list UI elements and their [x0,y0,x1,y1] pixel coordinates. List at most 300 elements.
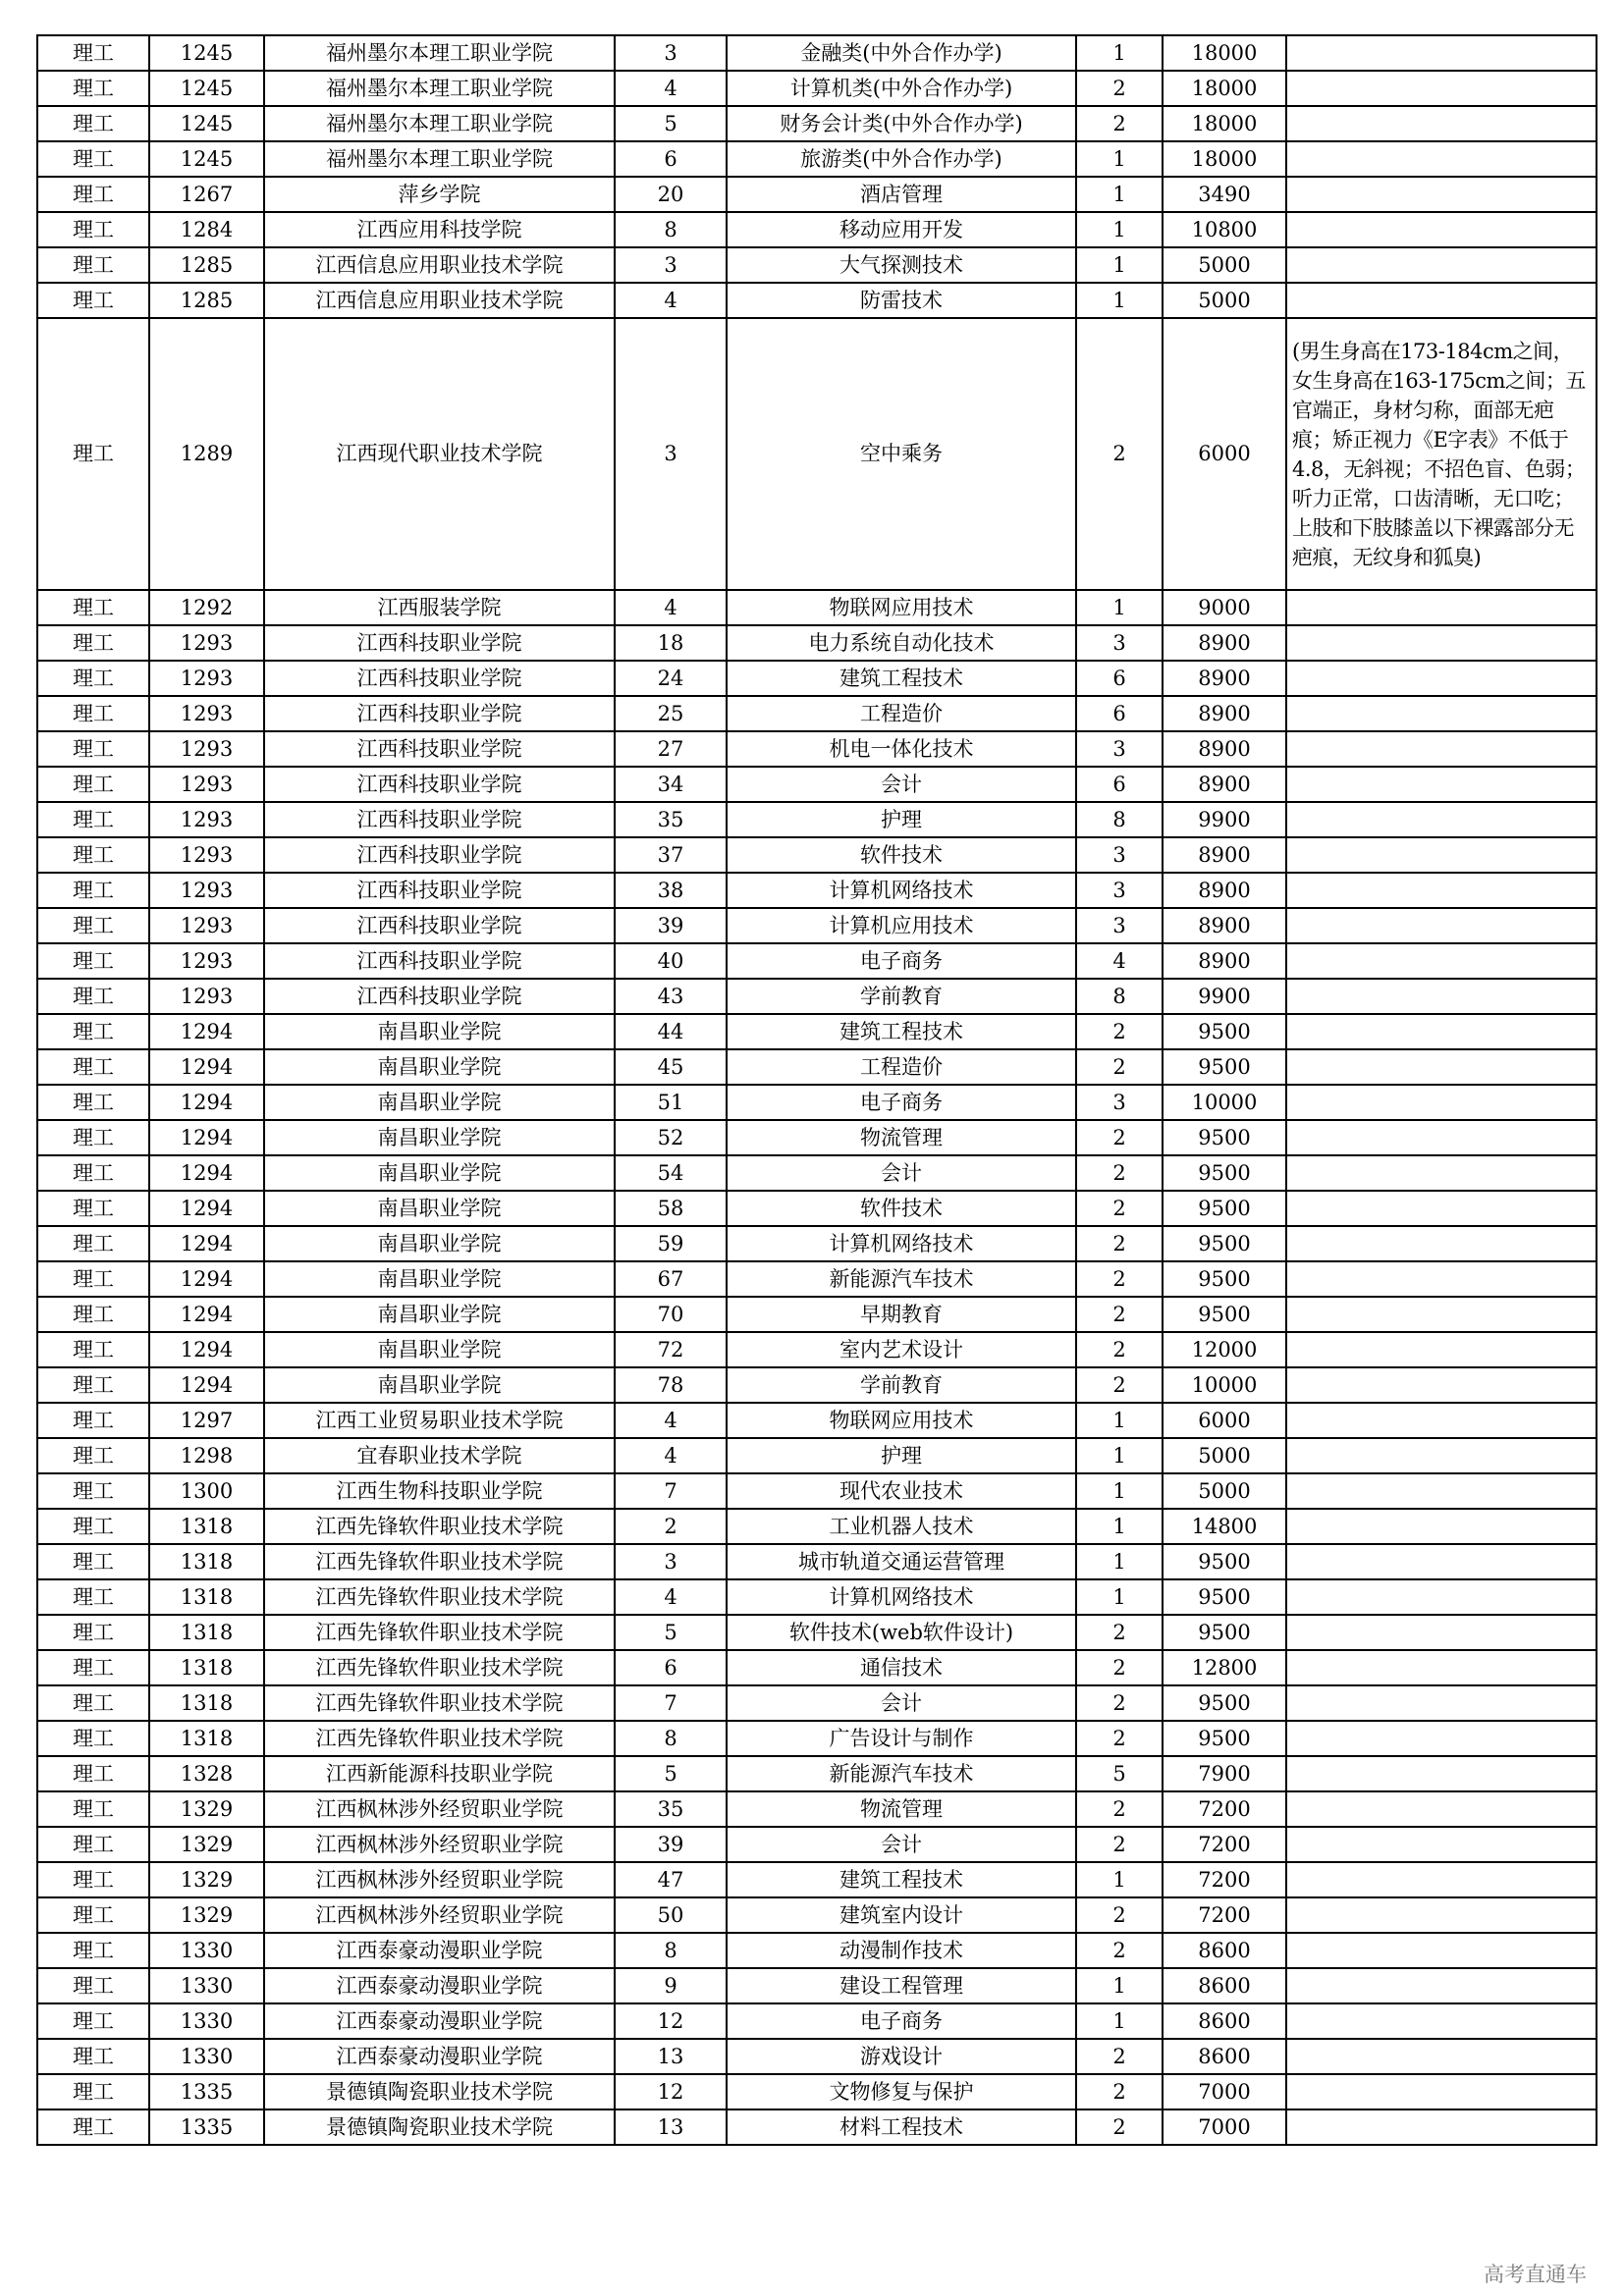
plan-count-cell: 1 [1076,212,1163,247]
tuition-cell: 7200 [1163,1827,1286,1862]
tuition-cell: 8900 [1163,696,1286,731]
school-name-cell: 江西科技职业学院 [264,767,615,802]
remark-cell [1286,696,1597,731]
school-name-cell: 江西信息应用职业技术学院 [264,247,615,283]
major-code-cell: 4 [615,71,727,106]
table-row [37,1261,1597,1297]
table-row [37,2109,1597,2145]
school-name-cell: 江西枫林涉外经贸职业学院 [264,1791,615,1827]
major-code-cell: 4 [615,1403,727,1438]
table-row [37,1367,1597,1403]
tuition-cell: 8900 [1163,908,1286,943]
major-code-cell: 59 [615,1226,727,1261]
plan-count-cell: 2 [1076,318,1163,590]
category-cell: 理工 [37,590,149,625]
major-name-cell: 旅游类(中外合作办学) [727,141,1076,177]
category-cell: 理工 [37,1367,149,1403]
school-name-cell: 江西科技职业学院 [264,661,615,696]
major-code-cell: 20 [615,177,727,212]
school-code-cell: 1293 [149,908,264,943]
school-code-cell: 1294 [149,1191,264,1226]
major-code-cell: 4 [615,590,727,625]
tuition-cell: 8600 [1163,2039,1286,2074]
major-name-cell: 城市轨道交通运营管理 [727,1544,1076,1579]
school-code-cell: 1267 [149,177,264,212]
school-name-cell: 江西枫林涉外经贸职业学院 [264,1897,615,1933]
plan-count-cell: 1 [1076,1862,1163,1897]
plan-count-cell: 3 [1076,908,1163,943]
major-name-cell: 财务会计类(中外合作办学) [727,106,1076,141]
category-cell: 理工 [37,731,149,767]
school-code-cell: 1329 [149,1791,264,1827]
major-name-cell: 物流管理 [727,1120,1076,1155]
remark-cell [1286,2074,1597,2109]
school-name-cell: 福州墨尔本理工职业学院 [264,35,615,71]
remark-cell [1286,1438,1597,1473]
category-cell: 理工 [37,1509,149,1544]
school-name-cell: 江西科技职业学院 [264,625,615,661]
major-name-cell: 物流管理 [727,1791,1076,1827]
plan-count-cell: 6 [1076,661,1163,696]
category-cell: 理工 [37,767,149,802]
plan-count-cell: 2 [1076,1297,1163,1332]
major-name-cell: 计算机类(中外合作办学) [727,71,1076,106]
school-name-cell: 景德镇陶瓷职业技术学院 [264,2074,615,2109]
tuition-cell: 8900 [1163,731,1286,767]
major-code-cell: 35 [615,1791,727,1827]
remark-cell [1286,1544,1597,1579]
remark-cell [1286,283,1597,318]
major-name-cell: 会计 [727,1827,1076,1862]
category-cell: 理工 [37,1615,149,1650]
category-cell: 理工 [37,1155,149,1191]
school-name-cell: 江西科技职业学院 [264,802,615,837]
major-name-cell: 机电一体化技术 [727,731,1076,767]
table-row [37,1155,1597,1191]
major-name-cell: 大气探测技术 [727,247,1076,283]
table-row [37,2074,1597,2109]
remark-cell [1286,1615,1597,1650]
tuition-cell: 14800 [1163,1509,1286,1544]
major-name-cell: 会计 [727,1155,1076,1191]
major-code-cell: 3 [615,318,727,590]
school-name-cell: 江西科技职业学院 [264,979,615,1014]
plan-count-cell: 3 [1076,731,1163,767]
tuition-cell: 12800 [1163,1650,1286,1685]
category-cell: 理工 [37,837,149,873]
school-name-cell: 宜春职业技术学院 [264,1438,615,1473]
school-name-cell: 江西先锋软件职业技术学院 [264,1615,615,1650]
remark-cell [1286,1827,1597,1862]
major-code-cell: 6 [615,1650,727,1685]
school-name-cell: 江西工业贸易职业技术学院 [264,1403,615,1438]
remark-cell [1286,590,1597,625]
major-code-cell: 8 [615,212,727,247]
major-name-cell: 工程造价 [727,1049,1076,1085]
school-code-cell: 1245 [149,35,264,71]
major-code-cell: 3 [615,35,727,71]
table-row [37,2003,1597,2039]
major-code-cell: 13 [615,2109,727,2145]
school-code-cell: 1318 [149,1509,264,1544]
remark-cell [1286,1332,1597,1367]
major-name-cell: 通信技术 [727,1650,1076,1685]
tuition-cell: 8600 [1163,2003,1286,2039]
remark-cell [1286,106,1597,141]
school-code-cell: 1330 [149,2003,264,2039]
major-name-cell: 计算机应用技术 [727,908,1076,943]
major-name-cell: 物联网应用技术 [727,1403,1076,1438]
category-cell: 理工 [37,1297,149,1332]
school-code-cell: 1318 [149,1650,264,1685]
plan-count-cell: 8 [1076,979,1163,1014]
table-row [37,71,1597,106]
table-row [37,1191,1597,1226]
plan-count-cell: 1 [1076,1968,1163,2003]
major-name-cell: 会计 [727,767,1076,802]
school-name-cell: 南昌职业学院 [264,1226,615,1261]
school-code-cell: 1289 [149,318,264,590]
school-name-cell: 江西泰豪动漫职业学院 [264,1933,615,1968]
remark-cell [1286,1120,1597,1155]
major-name-cell: 软件技术 [727,837,1076,873]
school-code-cell: 1245 [149,141,264,177]
table-row [37,1933,1597,1968]
school-code-cell: 1293 [149,625,264,661]
school-name-cell: 江西科技职业学院 [264,837,615,873]
major-name-cell: 软件技术 [727,1191,1076,1226]
school-code-cell: 1294 [149,1049,264,1085]
major-code-cell: 35 [615,802,727,837]
table-row [37,1297,1597,1332]
major-name-cell: 室内艺术设计 [727,1332,1076,1367]
table-row [37,212,1597,247]
table-row [37,1332,1597,1367]
table-row [37,908,1597,943]
school-code-cell: 1330 [149,2039,264,2074]
major-code-cell: 8 [615,1933,727,1968]
table-row [37,1085,1597,1120]
remark-cell [1286,1085,1597,1120]
watermark-text: 高考直通车 [1484,2263,1587,2286]
plan-count-cell: 6 [1076,767,1163,802]
school-name-cell: 南昌职业学院 [264,1155,615,1191]
table-row [37,1685,1597,1721]
major-name-cell: 护理 [727,802,1076,837]
tuition-cell: 7000 [1163,2109,1286,2145]
tuition-cell: 6000 [1163,1403,1286,1438]
major-name-cell: 工程造价 [727,696,1076,731]
tuition-cell: 5000 [1163,1438,1286,1473]
school-name-cell: 福州墨尔本理工职业学院 [264,106,615,141]
school-name-cell: 江西先锋软件职业技术学院 [264,1509,615,1544]
category-cell: 理工 [37,1968,149,2003]
category-cell: 理工 [37,1403,149,1438]
admission-plan-table [36,34,1597,2146]
school-name-cell: 江西服装学院 [264,590,615,625]
school-name-cell: 南昌职业学院 [264,1049,615,1085]
major-code-cell: 72 [615,1332,727,1367]
major-code-cell: 43 [615,979,727,1014]
plan-count-cell: 1 [1076,1579,1163,1615]
remark-cell [1286,873,1597,908]
plan-count-cell: 1 [1076,1544,1163,1579]
plan-count-cell: 2 [1076,1897,1163,1933]
school-name-cell: 福州墨尔本理工职业学院 [264,71,615,106]
table-row [37,1650,1597,1685]
major-name-cell: 建筑工程技术 [727,1014,1076,1049]
major-name-cell: 新能源汽车技术 [727,1261,1076,1297]
remark-cell [1286,979,1597,1014]
plan-count-cell: 1 [1076,283,1163,318]
tuition-cell: 7000 [1163,2074,1286,2109]
table-row [37,247,1597,283]
remark-cell [1286,1155,1597,1191]
major-code-cell: 12 [615,2003,727,2039]
tuition-cell: 7200 [1163,1791,1286,1827]
school-name-cell: 江西应用科技学院 [264,212,615,247]
tuition-cell: 9500 [1163,1155,1286,1191]
table-row [37,1544,1597,1579]
tuition-cell: 9500 [1163,1226,1286,1261]
school-name-cell: 南昌职业学院 [264,1191,615,1226]
school-name-cell: 江西新能源科技职业学院 [264,1756,615,1791]
category-cell: 理工 [37,1897,149,1933]
category-cell: 理工 [37,1473,149,1509]
plan-count-cell: 2 [1076,1155,1163,1191]
major-code-cell: 40 [615,943,727,979]
school-code-cell: 1293 [149,696,264,731]
school-name-cell: 南昌职业学院 [264,1332,615,1367]
tuition-cell: 9500 [1163,1615,1286,1650]
tuition-cell: 3490 [1163,177,1286,212]
major-code-cell: 67 [615,1261,727,1297]
tuition-cell: 10000 [1163,1367,1286,1403]
school-code-cell: 1293 [149,979,264,1014]
school-code-cell: 1294 [149,1155,264,1191]
plan-count-cell: 5 [1076,1756,1163,1791]
category-cell: 理工 [37,1191,149,1226]
major-code-cell: 78 [615,1367,727,1403]
table-row [37,35,1597,71]
school-name-cell: 江西生物科技职业学院 [264,1473,615,1509]
school-code-cell: 1293 [149,731,264,767]
plan-count-cell: 2 [1076,1367,1163,1403]
tuition-cell: 18000 [1163,106,1286,141]
plan-count-cell: 2 [1076,1650,1163,1685]
school-name-cell: 江西枫林涉外经贸职业学院 [264,1862,615,1897]
major-code-cell: 34 [615,767,727,802]
category-cell: 理工 [37,71,149,106]
major-name-cell: 材料工程技术 [727,2109,1076,2145]
table-row [37,661,1597,696]
school-code-cell: 1329 [149,1862,264,1897]
plan-count-cell: 2 [1076,1615,1163,1650]
school-name-cell: 南昌职业学院 [264,1014,615,1049]
school-name-cell: 南昌职业学院 [264,1367,615,1403]
tuition-cell: 9500 [1163,1120,1286,1155]
table-row [37,283,1597,318]
plan-count-cell: 3 [1076,1085,1163,1120]
table-row [37,731,1597,767]
tuition-cell: 5000 [1163,247,1286,283]
category-cell: 理工 [37,1756,149,1791]
table-row [37,1968,1597,2003]
plan-count-cell: 2 [1076,1191,1163,1226]
school-name-cell: 江西现代职业技术学院 [264,318,615,590]
school-code-cell: 1335 [149,2074,264,2109]
tuition-cell: 8600 [1163,1933,1286,1968]
remark-cell [1286,2003,1597,2039]
school-name-cell: 江西科技职业学院 [264,696,615,731]
category-cell: 理工 [37,1332,149,1367]
category-cell: 理工 [37,318,149,590]
school-code-cell: 1245 [149,106,264,141]
category-cell: 理工 [37,1226,149,1261]
school-name-cell: 江西先锋软件职业技术学院 [264,1721,615,1756]
tuition-cell: 8900 [1163,873,1286,908]
tuition-cell: 18000 [1163,35,1286,71]
plan-count-cell: 2 [1076,1120,1163,1155]
plan-count-cell: 3 [1076,837,1163,873]
major-code-cell: 5 [615,1615,727,1650]
major-code-cell: 50 [615,1897,727,1933]
table-row [37,318,1597,590]
school-name-cell: 江西泰豪动漫职业学院 [264,2003,615,2039]
school-name-cell: 南昌职业学院 [264,1297,615,1332]
table-row [37,1615,1597,1650]
tuition-cell: 9500 [1163,1579,1286,1615]
tuition-cell: 6000 [1163,318,1286,590]
major-name-cell: 电子商务 [727,943,1076,979]
major-code-cell: 12 [615,2074,727,2109]
major-code-cell: 3 [615,1544,727,1579]
remark-cell [1286,2109,1597,2145]
table-row [37,696,1597,731]
table-row [37,979,1597,1014]
major-code-cell: 7 [615,1473,727,1509]
major-code-cell: 27 [615,731,727,767]
major-name-cell: 计算机网络技术 [727,1579,1076,1615]
major-name-cell: 电子商务 [727,2003,1076,2039]
major-name-cell: 计算机网络技术 [727,873,1076,908]
major-name-cell: 工业机器人技术 [727,1509,1076,1544]
table-body [37,35,1597,2145]
school-code-cell: 1294 [149,1226,264,1261]
school-name-cell: 景德镇陶瓷职业技术学院 [264,2109,615,2145]
plan-count-cell: 2 [1076,1261,1163,1297]
remark-cell [1286,1968,1597,2003]
tuition-cell: 8900 [1163,661,1286,696]
tuition-cell: 12000 [1163,1332,1286,1367]
category-cell: 理工 [37,1579,149,1615]
plan-count-cell: 2 [1076,106,1163,141]
major-name-cell: 动漫制作技术 [727,1933,1076,1968]
major-name-cell: 建筑工程技术 [727,1862,1076,1897]
plan-count-cell: 2 [1076,2109,1163,2145]
plan-count-cell: 4 [1076,943,1163,979]
category-cell: 理工 [37,2039,149,2074]
remark-cell [1286,1791,1597,1827]
major-name-cell: 新能源汽车技术 [727,1756,1076,1791]
plan-count-cell: 8 [1076,802,1163,837]
school-code-cell: 1294 [149,1085,264,1120]
category-cell: 理工 [37,1261,149,1297]
school-code-cell: 1297 [149,1403,264,1438]
category-cell: 理工 [37,1933,149,1968]
major-name-cell: 早期教育 [727,1297,1076,1332]
remark-cell [1286,1226,1597,1261]
tuition-cell: 10800 [1163,212,1286,247]
school-name-cell: 江西科技职业学院 [264,943,615,979]
table-row [37,590,1597,625]
school-code-cell: 1293 [149,661,264,696]
school-code-cell: 1329 [149,1897,264,1933]
tuition-cell: 7200 [1163,1862,1286,1897]
tuition-cell: 8600 [1163,1968,1286,2003]
category-cell: 理工 [37,1014,149,1049]
table-row [37,106,1597,141]
major-code-cell: 45 [615,1049,727,1085]
school-code-cell: 1294 [149,1261,264,1297]
remark-cell [1286,1933,1597,1968]
major-code-cell: 47 [615,1862,727,1897]
school-code-cell: 1284 [149,212,264,247]
category-cell: 理工 [37,873,149,908]
table-row [37,1473,1597,1509]
remark-cell [1286,943,1597,979]
major-code-cell: 39 [615,1827,727,1862]
school-code-cell: 1292 [149,590,264,625]
remark-cell [1286,908,1597,943]
table-row [37,1049,1597,1085]
school-code-cell: 1285 [149,247,264,283]
tuition-cell: 8900 [1163,837,1286,873]
school-code-cell: 1329 [149,1827,264,1862]
major-name-cell: 学前教育 [727,979,1076,1014]
remark-cell [1286,625,1597,661]
table-row [37,1756,1597,1791]
school-name-cell: 江西科技职业学院 [264,908,615,943]
category-cell: 理工 [37,35,149,71]
tuition-cell: 10000 [1163,1085,1286,1120]
table-row [37,873,1597,908]
school-code-cell: 1318 [149,1615,264,1650]
tuition-cell: 8900 [1163,943,1286,979]
category-cell: 理工 [37,696,149,731]
school-code-cell: 1294 [149,1297,264,1332]
school-code-cell: 1294 [149,1367,264,1403]
remark-cell [1286,802,1597,837]
remark-cell [1286,731,1597,767]
plan-count-cell: 1 [1076,35,1163,71]
table-row [37,802,1597,837]
major-code-cell: 44 [615,1014,727,1049]
category-cell: 理工 [37,141,149,177]
major-code-cell: 8 [615,1721,727,1756]
category-cell: 理工 [37,106,149,141]
category-cell: 理工 [37,177,149,212]
remark-cell [1286,1756,1597,1791]
plan-count-cell: 2 [1076,1791,1163,1827]
tuition-cell: 7200 [1163,1897,1286,1933]
table-row [37,2039,1597,2074]
major-code-cell: 5 [615,1756,727,1791]
table-row [37,1862,1597,1897]
tuition-cell: 9500 [1163,1721,1286,1756]
school-code-cell: 1294 [149,1120,264,1155]
major-code-cell: 13 [615,2039,727,2074]
